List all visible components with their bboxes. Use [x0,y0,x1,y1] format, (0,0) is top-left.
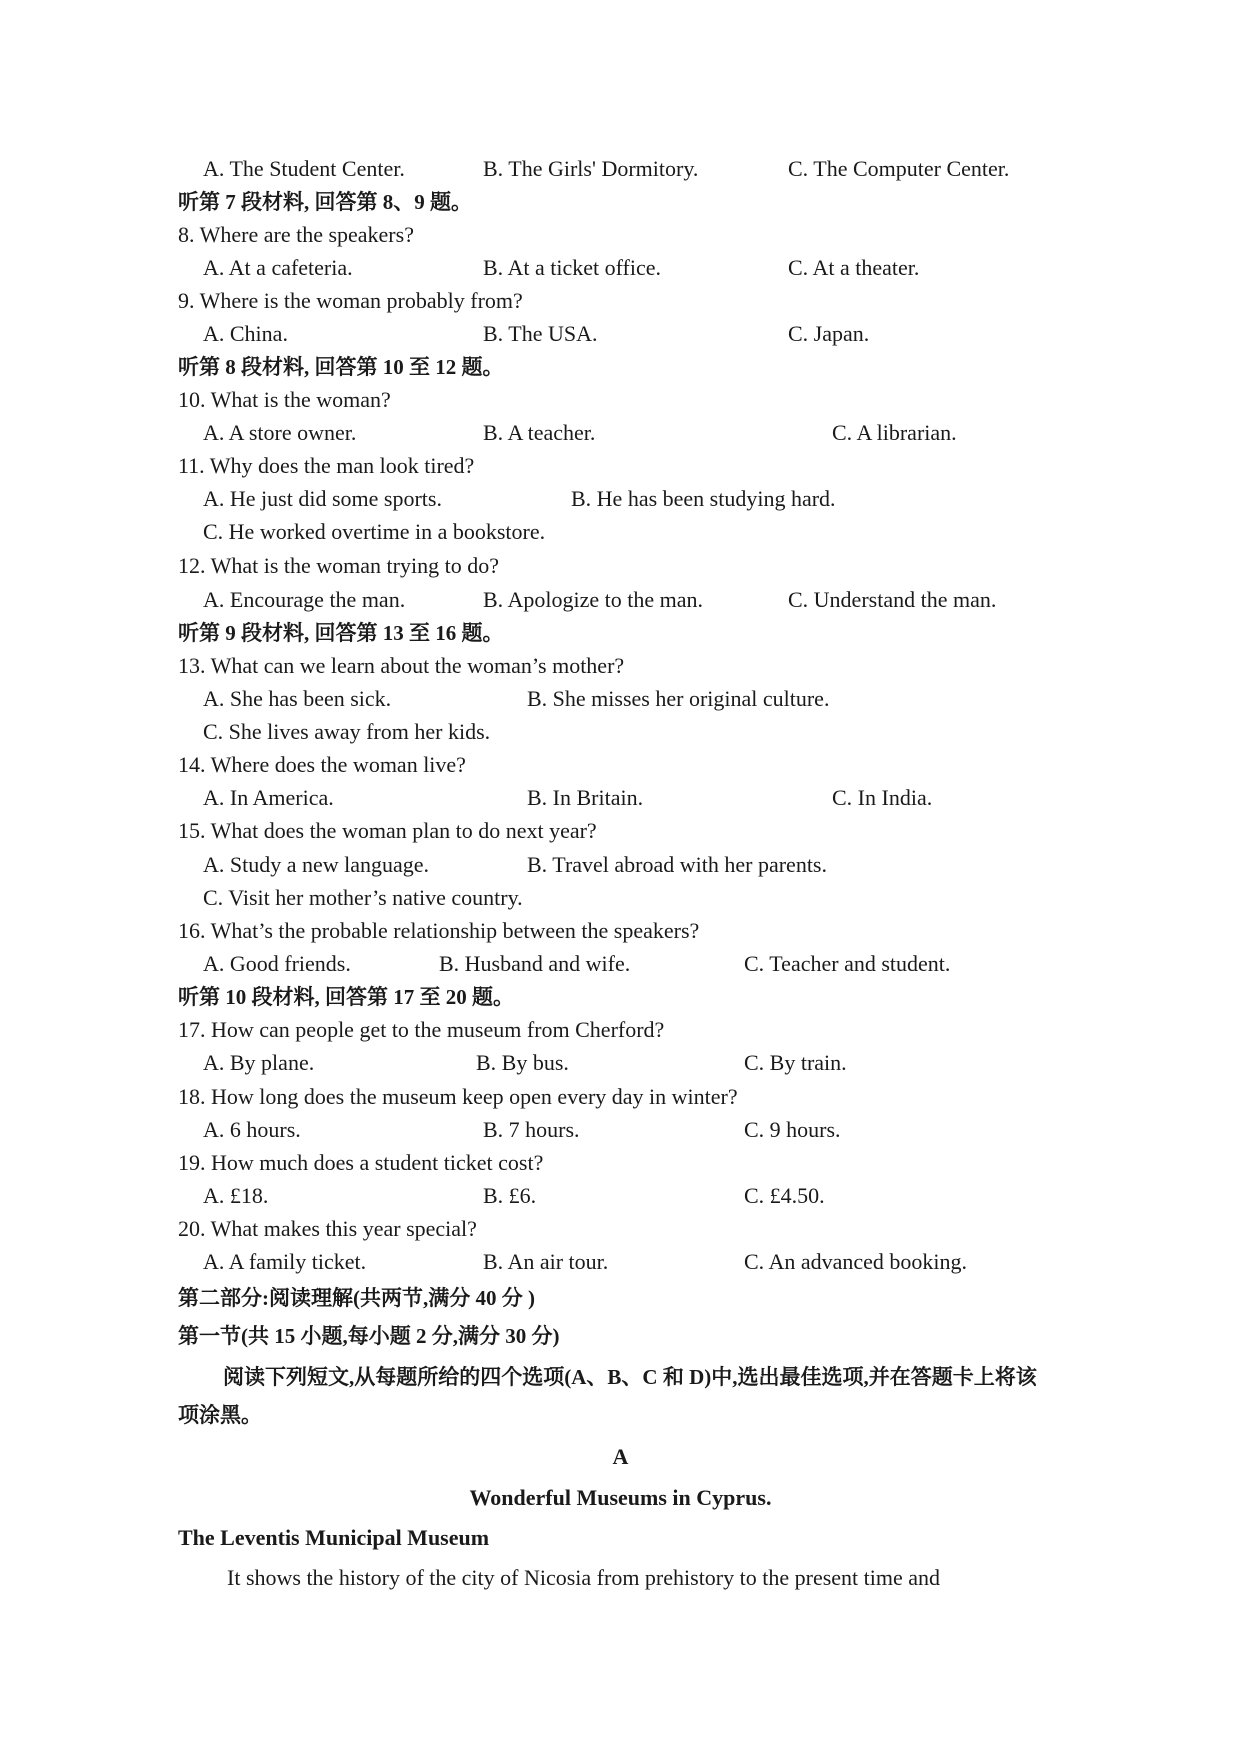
option-b: B. A teacher. [483,420,596,445]
option-b: B. An air tour. [483,1249,609,1274]
question-text: 18. How long does the museum keep open every day in winter? [178,1084,738,1109]
option-b: B. By bus. [476,1050,569,1075]
option-a: A. A family ticket. [203,1249,367,1274]
paragraph-text: It shows the history of the city of Nicosia from prehistory to the present time and [227,1565,941,1590]
instructions-line-2: 项涂黑。 [178,1403,262,1427]
option-c: C. A librarian. [832,420,957,445]
question-text: 15. What does the woman plan to do next year? [178,818,597,843]
option-a: A. A store owner. [203,420,357,445]
option-a: A. 6 hours. [203,1117,301,1142]
question-text: 16. What’s the probable relationship between the speakers? [178,918,700,943]
option-c: C. She lives away from her kids. [203,719,491,744]
question-text: 11. Why does the man look tired? [178,453,475,478]
question-text: 9. Where is the woman probably from? [178,288,523,313]
option-c: C. In India. [832,785,933,810]
option-c: C. Visit her mother’s native country. [203,885,523,910]
option-a: A. In America. [203,785,334,810]
question-text: 14. Where does the woman live? [178,752,466,777]
section-heading: 听第 10 段材料, 回答第 17 至 20 题。 [178,985,514,1009]
instructions-line-1: 阅读下列短文,从每题所给的四个选项(A、B、C 和 D)中,选出最佳选项,并在答题卡上将该 [223,1365,1037,1389]
option-a: A. The Student Center. [203,156,405,181]
question-text: 20. What makes this year special? [178,1216,477,1241]
option-b: B. In Britain. [527,785,644,810]
option-c: C. He worked overtime in a bookstore. [203,519,546,544]
passage-letter: A [612,1444,629,1469]
option-b: B. Husband and wife. [439,951,631,976]
section-heading: 听第 8 段材料, 回答第 10 至 12 题。 [178,355,504,379]
option-b: B. Apologize to the man. [483,587,703,612]
option-b: B. The Girls' Dormitory. [483,156,699,181]
option-c: C. Understand the man. [788,587,997,612]
option-c: C. The Computer Center. [788,156,1010,181]
option-a: A. China. [203,321,288,346]
option-c: C. At a theater. [788,255,920,280]
option-a: A. Study a new language. [203,852,430,877]
question-text: 8. Where are the speakers? [178,222,414,247]
section-heading: 听第 7 段材料, 回答第 8、9 题。 [178,190,472,214]
question-text: 13. What can we learn about the woman’s mother? [178,653,625,678]
option-a: A. At a cafeteria. [203,255,353,280]
subsection-title: The Leventis Municipal Museum [178,1525,490,1550]
option-a: A. £18. [203,1183,269,1208]
question-text: 19. How much does a student ticket cost? [178,1150,544,1175]
option-a: A. Good friends. [203,951,351,976]
option-c: C. £4.50. [744,1183,825,1208]
option-c: C. Japan. [788,321,870,346]
option-b: B. Travel abroad with her parents. [527,852,827,877]
option-c: C. Teacher and student. [744,951,951,976]
section-heading: 第一节(共 15 小题,每小题 2 分,满分 30 分) [178,1324,560,1348]
option-a: A. She has been sick. [203,686,392,711]
option-a: A. He just did some sports. [203,486,442,511]
option-c: C. An advanced booking. [744,1249,968,1274]
option-b: B. At a ticket office. [483,255,661,280]
option-a: A. Encourage the man. [203,587,406,612]
option-b: B. She misses her original culture. [527,686,830,711]
passage-title: Wonderful Museums in Cyprus. [469,1485,772,1510]
question-text: 17. How can people get to the museum from Cherford? [178,1017,665,1042]
option-c: C. By train. [744,1050,847,1075]
option-b: B. 7 hours. [483,1117,580,1142]
option-c: C. 9 hours. [744,1117,841,1142]
part-heading: 第二部分:阅读理解(共两节,满分 40 分 ) [178,1286,535,1310]
question-text: 12. What is the woman trying to do? [178,553,499,578]
option-b: B. He has been studying hard. [571,486,836,511]
option-b: B. The USA. [483,321,598,346]
question-text: 10. What is the woman? [178,387,391,412]
option-a: A. By plane. [203,1050,315,1075]
option-b: B. £6. [483,1183,537,1208]
section-heading: 听第 9 段材料, 回答第 13 至 16 题。 [178,621,504,645]
